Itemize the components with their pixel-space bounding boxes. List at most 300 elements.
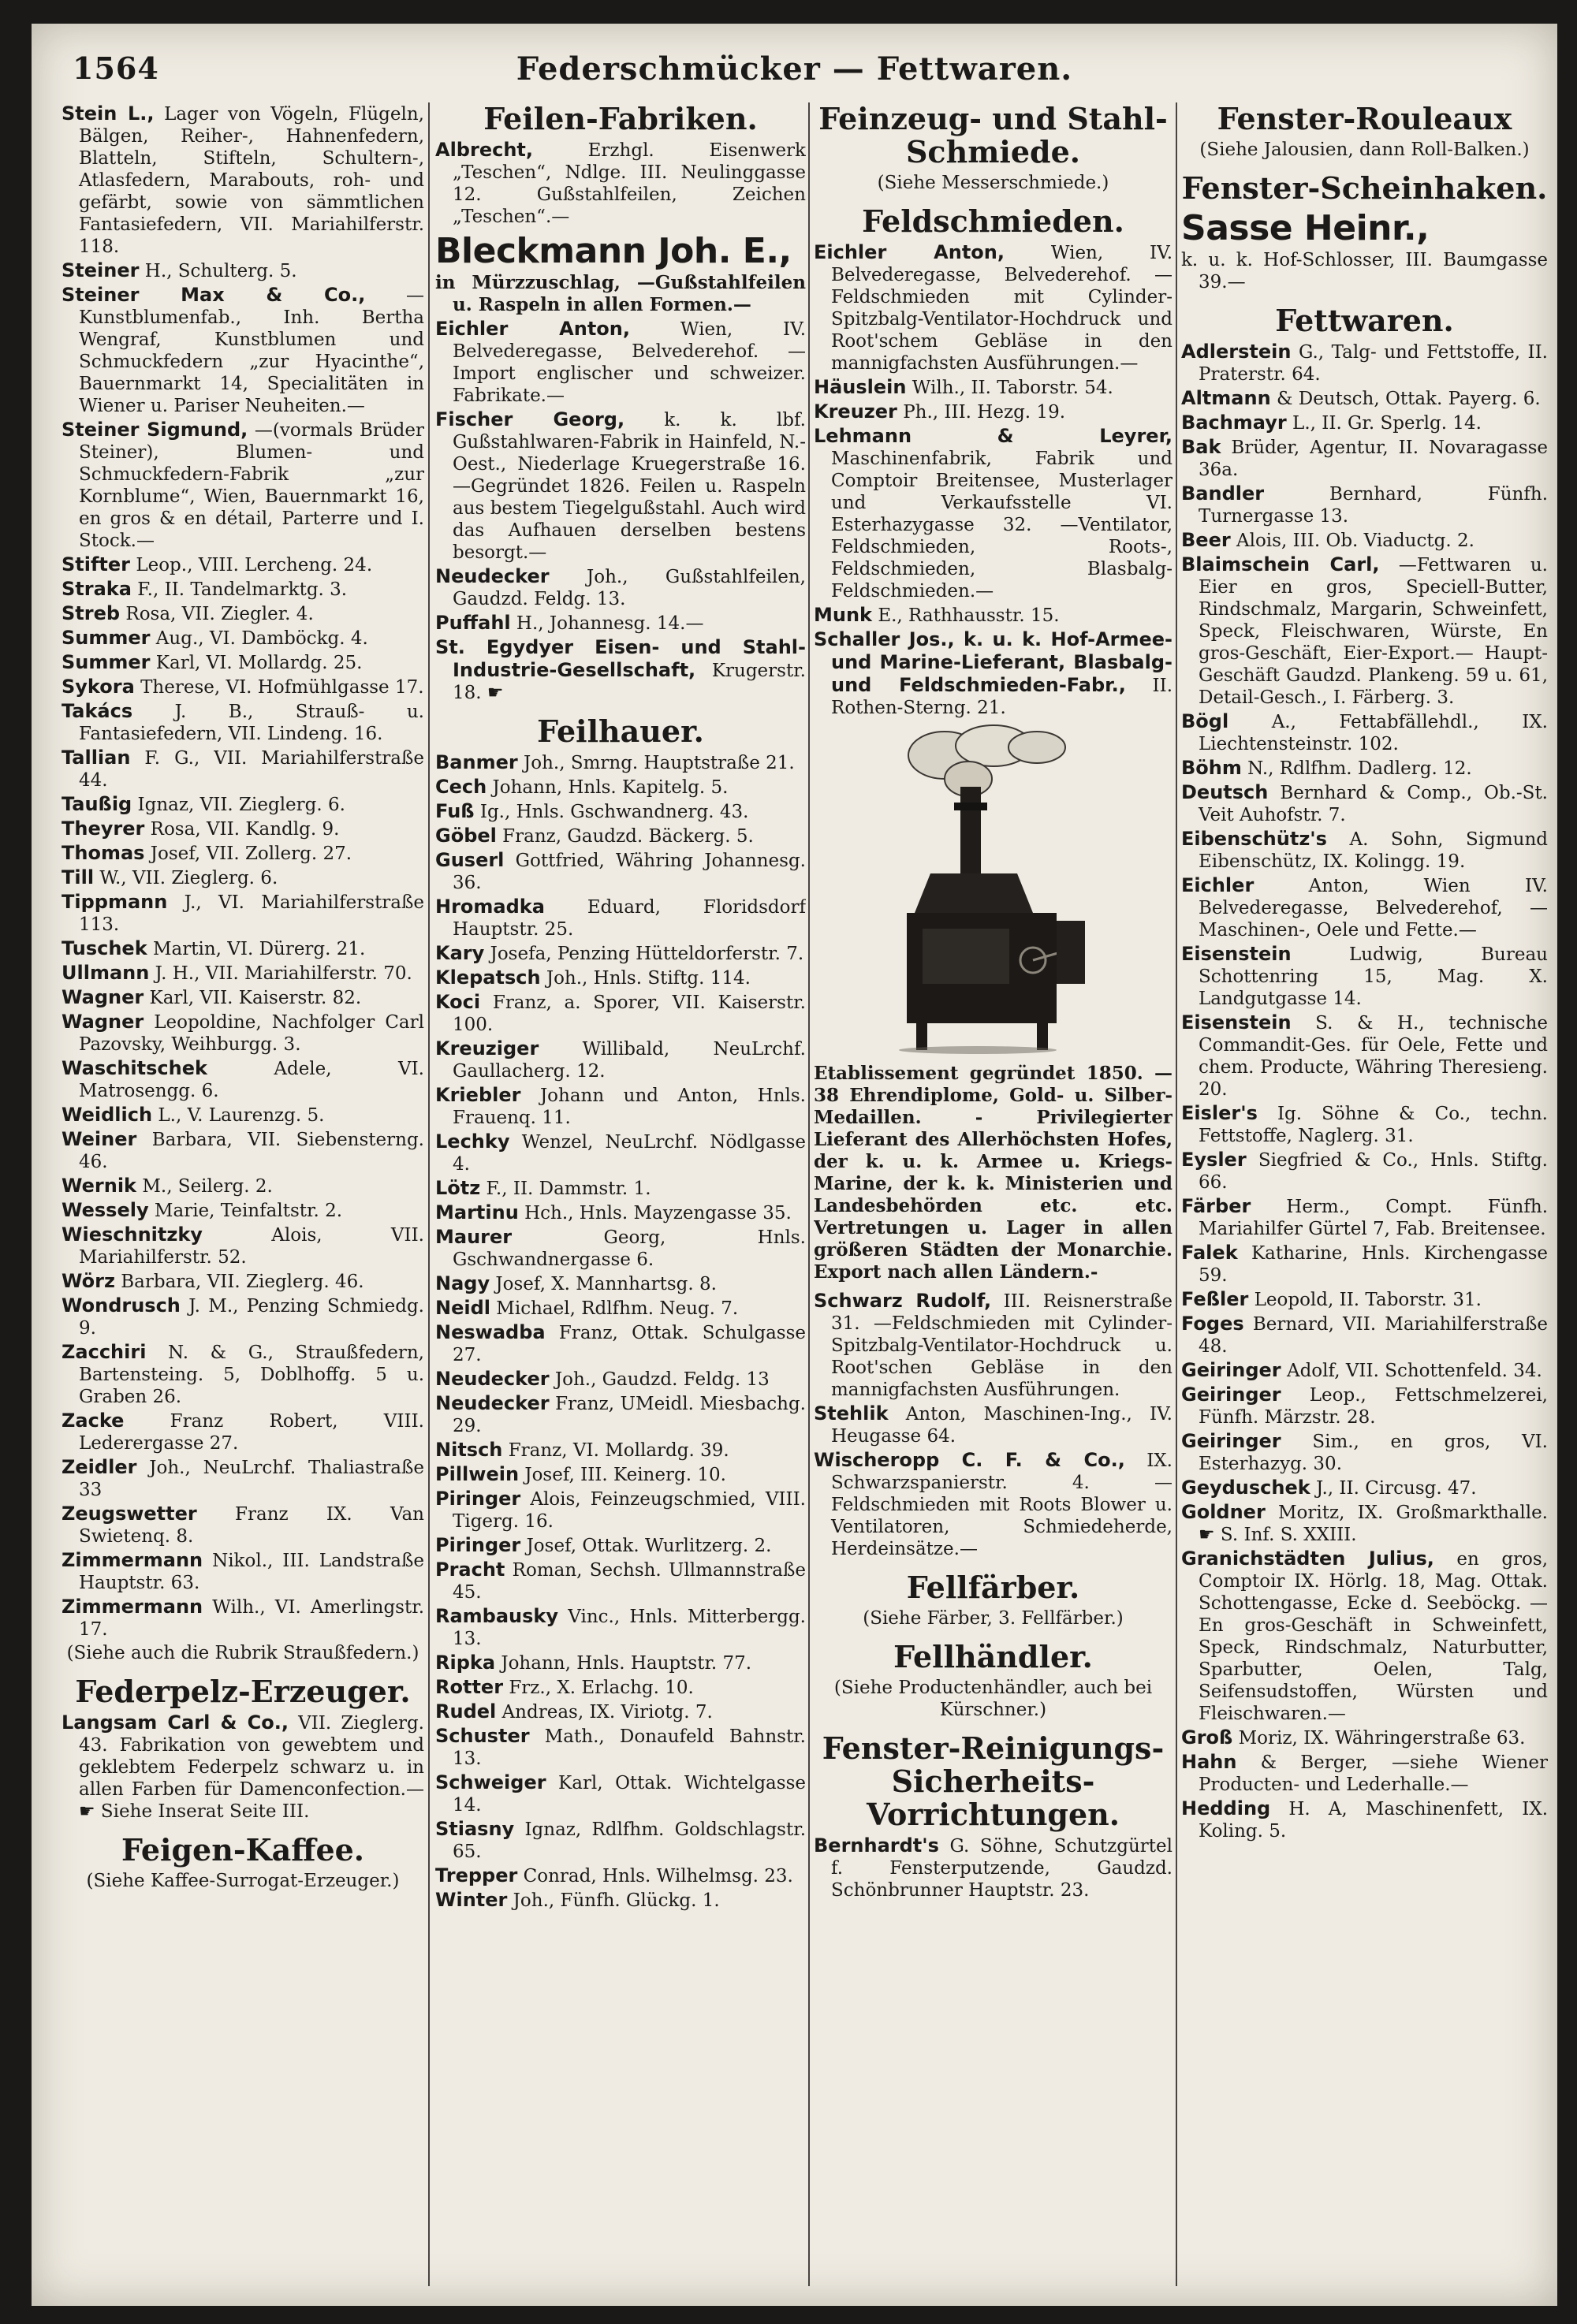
directory-entry [62, 578, 424, 601]
directory-entry [814, 604, 1172, 627]
entry-details: Wilh., II. Taborstr. 54. [906, 378, 1113, 398]
entry-name: Eichler [1181, 874, 1255, 896]
column-1 [62, 102, 424, 2294]
entry-details: Joh., Hnls. Stiftg. 114. [540, 968, 751, 989]
directory-entry [435, 1226, 806, 1271]
section-heading: Fellfärber. [906, 1570, 1080, 1605]
entry-name: Summer [62, 651, 151, 673]
directory-entry [814, 425, 1172, 602]
directory-entry [435, 896, 806, 940]
entry-name: Nitsch [435, 1439, 503, 1461]
directory-entry [1181, 710, 1548, 755]
entry-details: Ignaz, VII. Zieglerg. 6. [132, 795, 345, 815]
entry-details: Barbara, VII. Siebensterng. 46. [79, 1130, 424, 1172]
directory-entry [1181, 341, 1548, 385]
directory-entry [435, 408, 806, 564]
directory-entry [62, 842, 424, 865]
entry-details: Alois, VII. Mariahilferstr. 52. [79, 1225, 424, 1268]
entry-details: Wilh., VI. Amerlingstr. 17. [79, 1597, 424, 1640]
entry-name: Geiringer [1181, 1430, 1281, 1452]
entry-name: Stein L., [62, 102, 155, 125]
entry-name: Lechky [435, 1130, 510, 1153]
directory-entry [62, 602, 424, 625]
entry-details: Josef, VII. Zollerg. 27. [144, 844, 352, 864]
entry-name: Piringer [435, 1488, 521, 1510]
entry-details: Rosa, VII. Ziegler. 4. [120, 604, 314, 624]
entry-name: Eichler Anton, [814, 241, 1005, 263]
directory-entry [62, 1503, 424, 1547]
directory-entry [435, 942, 806, 965]
directory-entry [435, 1488, 806, 1533]
directory-entry [62, 102, 424, 258]
entry-name: Tuschek [62, 937, 147, 959]
entry-name: Göbel [435, 825, 497, 847]
entry-details: G., Talg- und Fettstoffe, II. Praterstr. 64. [1199, 342, 1548, 385]
section-heading: Federpelz-Erzeuger. [75, 1674, 411, 1709]
entry-details: Leop., VIII. Lercheng. 24. [130, 555, 373, 575]
directory-entry [435, 849, 806, 894]
column-rule [428, 102, 430, 2286]
directory-entry [62, 1410, 424, 1454]
directory-entry [435, 636, 806, 704]
entry-name: Geyduschek [1181, 1477, 1310, 1499]
entry-details: III. Reisnerstraße 31. —Feldschmieden mit Cylinder-Spitzbalg-Ventilator-Hochdruck u. Root'schen Gebläse in den mannigfachsten Ausführungen. [831, 1291, 1172, 1400]
directory-entry [435, 1084, 806, 1129]
page-header [32, 24, 1557, 96]
entry-name: Albrecht, [435, 139, 533, 161]
directory-entry [1181, 553, 1548, 709]
directory-entry [435, 1559, 806, 1603]
entry-details: Leop., Fettschmelzerei, Fünfh. Märzstr. 28. [1199, 1385, 1548, 1428]
entry-details: Franz IX. Van Swietenq. 8. [79, 1504, 424, 1547]
entry-details: Joh., Fünfh. Glückg. 1. [507, 1890, 720, 1911]
directory-entry [435, 1864, 806, 1887]
entry-details: Moritz, IX. Großmarkthalle. ☛ S. Inf. S. XXIII. [1199, 1503, 1548, 1545]
entry-details: Brüder, Agentur, II. Novaragasse 36a. [1199, 438, 1548, 480]
entry-details: Roman, Sechsh. Ullmannstraße 45. [453, 1560, 806, 1603]
directory-entry [1181, 412, 1548, 434]
directory-entry [435, 1463, 806, 1486]
directory-entry [62, 419, 424, 552]
column-3 [814, 102, 1172, 2294]
entry-details: Franz, VI. Mollardg. 39. [502, 1440, 729, 1461]
entry-name: Steiner Sigmund, [62, 419, 248, 441]
entry-name: Nagy [435, 1272, 490, 1294]
forge-panel [923, 929, 1009, 984]
directory-entry [435, 1368, 806, 1391]
featured-firm-name: Bleckmann Joh. E., [435, 231, 792, 271]
entry-details: Johann, Hnls. Kapitelg. 5. [487, 777, 729, 798]
directory-entry [435, 1652, 806, 1674]
directory-entry [435, 1321, 806, 1366]
entry-details: Karl, VII. Kaiserstr. 82. [144, 988, 362, 1008]
directory-entry [435, 1818, 806, 1863]
entry-details: Anton, Wien IV. Belvederegasse, Belvederehof, —Maschinen-, Oele und Fette.— [1199, 876, 1548, 940]
entry-name: Koci [435, 991, 481, 1013]
entry-details: II. Rothen-Sterng. 21. [831, 676, 1172, 718]
entry-name: Piringer [435, 1534, 521, 1556]
entry-details: Moriz, IX. Währingerstraße 63. [1232, 1728, 1526, 1749]
entry-details: Nikol., III. Landstraße Hauptstr. 63. [79, 1551, 424, 1593]
entry-list [62, 102, 424, 1641]
entry-name: Neudecker [435, 1392, 550, 1414]
directory-entry [814, 376, 1172, 399]
directory-entry [62, 627, 424, 650]
entry-name: Deutsch [1181, 781, 1269, 803]
directory-entry [1181, 1242, 1548, 1287]
directory-entry [1181, 828, 1548, 873]
entry-name: Wieschnitzky [62, 1223, 203, 1246]
directory-entry [435, 565, 806, 610]
entry-name: Weidlich [62, 1104, 153, 1126]
entry-details: Bernard, VII. Mariahilferstraße 48. [1199, 1314, 1548, 1357]
entry-details: N., Rdlfhm. Dadlerg. 12. [1241, 758, 1472, 779]
section-heading: Feilhauer. [537, 713, 704, 749]
entry-name: Adlerstein [1181, 341, 1292, 363]
entry-name: Bandler [1181, 482, 1265, 505]
entry-details: J. H., VII. Mariahilferstr. 70. [149, 963, 412, 984]
entry-name: Schuster [435, 1725, 530, 1747]
column-2 [435, 102, 806, 2294]
entry-name: Zimmermann [62, 1596, 203, 1618]
directory-entry [62, 259, 424, 282]
directory-entry [435, 318, 806, 407]
entry-details: Ig. Söhne & Co., techn. Fettstoffe, Naglerg. 31. [1199, 1104, 1548, 1146]
entry-name: Puffahl [435, 612, 511, 634]
directory-entry [1181, 943, 1548, 1010]
cross-reference-note: (Siehe Färber, 3. Fellfärber.) [863, 1608, 1124, 1629]
entry-details: Georg, Hnls. Gschwandnergasse 6. [453, 1227, 806, 1270]
entry-list [814, 1290, 1172, 1560]
entry-details: Leopoldine, Nachfolger Carl Pazovsky, Weihburgg. 3. [79, 1012, 424, 1055]
entry-name: Takács [62, 700, 133, 722]
entry-details: Hch., Hnls. Mayzengasse 35. [518, 1203, 792, 1223]
entry-details: H., Schulterg. 5. [139, 261, 297, 281]
entry-details: Ig., Hnls. Gschwandnerg. 43. [474, 802, 749, 822]
directory-entry [62, 1104, 424, 1127]
directory-entry [1181, 874, 1548, 941]
entry-name: Lötz [435, 1177, 481, 1199]
cross-reference-note: (Siehe Messerschmiede.) [877, 173, 1109, 193]
entry-details: H. A, Maschinenfett, IX. Koling. 5. [1199, 1799, 1548, 1842]
entry-details: Franz, a. Sporer, VII. Kaiserstr. 100. [453, 993, 806, 1035]
entry-name: Neswadba [435, 1321, 546, 1343]
section-heading: Feigen-Kaffee. [121, 1832, 365, 1868]
directory-entry [1181, 1102, 1548, 1147]
entry-details: Bernhard & Comp., Ob.-St. Veit Auhofstr. 7. [1199, 783, 1548, 825]
entry-details: Gottfried, Währing Johannesg. 36. [453, 851, 806, 893]
directory-entry [1181, 1797, 1548, 1842]
entry-details: Frz., X. Erlachg. 10. [503, 1678, 694, 1698]
running-head: Federschmücker — Fettwaren. [516, 50, 1073, 88]
directory-entry [814, 1449, 1172, 1560]
entry-name: Munk [814, 604, 873, 626]
entry-details: IX. Schwarzspanierstr. 4. —Feldschmieden mit Roots Blower u. Ventilatoren, Schmiedeherde, Herdeinsätze.— [831, 1451, 1172, 1559]
directory-entry [62, 1199, 424, 1222]
directory-entry [62, 1270, 424, 1293]
entry-name: Bernhardt's [814, 1834, 939, 1857]
directory-entry [1181, 1359, 1548, 1382]
entry-name: Häuslein [814, 376, 907, 398]
entry-name: Stiasny [435, 1818, 515, 1840]
directory-entry [1181, 1384, 1548, 1428]
entry-name: Wondrusch [62, 1294, 181, 1317]
page-number: 1564 [73, 50, 159, 86]
entry-details: Wien, IV. Belvederegasse, Belvederehof. —Import englischer und schweizer. Fabrikate.— [453, 319, 806, 406]
directory-entry [1181, 1477, 1548, 1499]
entry-name: Eysler [1181, 1149, 1247, 1171]
directory-entry [62, 553, 424, 576]
entry-details: Josefa, Penzing Hütteldorferstr. 7. [484, 944, 804, 964]
directory-entry [435, 1037, 806, 1082]
directory-entry [435, 751, 806, 774]
entry-name: Summer [62, 627, 151, 649]
entry-details: Josef, III. Keinerg. 10. [519, 1465, 726, 1485]
entry-details: Krugerstr. 18. ☛ [453, 661, 806, 703]
entry-name: Geiringer [1181, 1359, 1281, 1381]
entry-details: Katharine, Hnls. Kirchengasse 59. [1199, 1243, 1548, 1286]
entry-details: Wenzel, NeuLrchf. Nödlgasse 4. [453, 1132, 806, 1175]
entry-name: Zimmermann [62, 1549, 203, 1571]
entry-details: Martin, VI. Dürerg. 21. [147, 939, 366, 959]
entry-name: Zeugswetter [62, 1503, 197, 1525]
entry-name: Ripka [435, 1652, 496, 1674]
entry-details: Conrad, Hnls. Wilhelmsg. 23. [517, 1866, 793, 1886]
entry-details: Karl, Ottak. Wichtelgasse 14. [453, 1773, 806, 1816]
directory-entry [814, 628, 1172, 719]
entry-name: Weiner [62, 1128, 137, 1150]
field-forge-illustration [875, 724, 1112, 1055]
entry-name: Klepatsch [435, 966, 541, 989]
entry-name: Trepper [435, 1864, 518, 1886]
entry-details: L., V. Laurenzg. 5. [152, 1105, 325, 1126]
directory-entry [435, 991, 806, 1036]
entry-name: Waschitschek [62, 1057, 207, 1079]
entry-details: J., II. Circusg. 47. [1310, 1478, 1477, 1499]
entry-name: St. Egydyer Eisen- und Stahl-Industrie-Gesellschaft, [435, 636, 806, 681]
directory-entry [435, 1272, 806, 1295]
directory-entry [435, 1889, 806, 1912]
entry-name: Straka [62, 578, 132, 600]
directory-entry [435, 1605, 806, 1650]
directory-entry [1181, 1288, 1548, 1311]
entry-name: Zeidler [62, 1456, 137, 1478]
ground-shadow [899, 1046, 1057, 1054]
entry-list [814, 241, 1172, 719]
entry-details: Karl, VI. Mollardg. 25. [150, 653, 363, 673]
forge-leg [916, 1023, 927, 1050]
entry-name: Martinu [435, 1201, 519, 1223]
entry-list [435, 318, 806, 704]
entry-name: Stehlik [814, 1402, 889, 1425]
entry-name: Ullmann [62, 962, 150, 984]
entry-details: Johann, Hnls. Hauptstr. 77. [495, 1653, 752, 1674]
entry-name: Wörz [62, 1270, 115, 1292]
entry-details: Herm., Compt. Fünfh. Mariahilfer Gürtel 7, Fab. Breitensee. [1199, 1197, 1548, 1239]
smoke-cloud [1008, 732, 1065, 763]
entry-name: Wagner [62, 1011, 144, 1033]
entry-name: Falek [1181, 1242, 1238, 1264]
entry-details: L., II. Gr. Sperlg. 14. [1286, 413, 1482, 434]
directory-entry [62, 700, 424, 745]
entry-details: Joh., Smrng. Hauptstraße 21. [517, 753, 795, 773]
entry-details: N. & G., Straußfedern, Bartensteing. 5, Doblhoffg. 5 u. Graben 26. [79, 1343, 424, 1407]
column-rule [1176, 102, 1177, 2286]
entry-name: Schwarz Rudolf, [814, 1290, 992, 1312]
section-heading: Feldschmieden. [862, 203, 1124, 239]
directory-entry [62, 1294, 424, 1339]
entry-name: Stifter [62, 553, 131, 575]
entry-details: en gros, Comptoir IX. Hörlg. 18, Mag. Ottak. Schottengasse, Ecke d. Seeböckg. —En gros-Geschäft in Schweinfett, Speck, Rindschmalz, Naturbutter, Sparbutter, Oelen, Talg, Seifensudstoffen, Würsten und Fleischwaren.— [1199, 1549, 1548, 1724]
entry-details: Adolf, VII. Schottenfeld. 34. [1281, 1361, 1542, 1381]
entry-name: Wernik [62, 1175, 137, 1197]
directory-entry [1181, 1430, 1548, 1475]
directory-entry [1181, 387, 1548, 410]
section-heading: Feinzeug- und Stahl-Schmiede. [818, 102, 1168, 169]
entry-name: Fuß [435, 800, 475, 822]
directory-entry [62, 891, 424, 936]
entry-details: Leopold, II. Taborstr. 31. [1248, 1290, 1482, 1310]
entry-details: Alois, III. Ob. Viaductg. 2. [1230, 531, 1474, 551]
entry-details: Maschinenfabrik, Fabrik und Comptoir Breitensee, Musterlager und Verkaufsstelle VI. Esterhazygasse 32. —Ventilator, Feldschmieden, Roots-, Feldschmieden, Blasbalg-Feldschmieden.— [831, 449, 1172, 601]
entry-details: Joh., NeuLrchf. Thaliastraße 33 [79, 1458, 424, 1500]
directory-entry [62, 1057, 424, 1102]
entry-name: Guserl [435, 849, 505, 871]
entry-name: Maurer [435, 1226, 513, 1248]
entry-name: Neudecker [435, 1368, 550, 1390]
entry-details: F., II. Tandelmarktg. 3. [131, 579, 348, 600]
directory-entry [435, 1130, 806, 1175]
advertisement-text: Etablissement gegründet 1850. — 38 Ehrendiplome, Gold- u. Silber-Medaillen. - Privilegierter Lieferant des Allerhöchsten Hofes, der k. u. k. Armee u. Kriegs-Marine, der k. k. Ministerien und Landesbehörden etc. etc. Vertretungen u. Lager in allen größeren Städten der Monarchie. Export nach allen Ländern.- [814, 1063, 1172, 1283]
directory-entry [435, 966, 806, 989]
entry-details: J. M., Penzing Schmiedg. 9. [79, 1296, 424, 1339]
entry-details: Ludwig, Bureau Schottenring 15, Mag. X. Landgutgasse 14. [1199, 944, 1548, 1009]
entry-details: Willibald, NeuLrchf. Gaullacherg. 12. [453, 1039, 806, 1082]
entry-details: Alois, Feinzeugschmied, VIII. Tigerg. 16. [453, 1489, 806, 1532]
entry-details: Vinc., Hnls. Mitterbergg. 13. [453, 1607, 806, 1649]
entry-details: Josef, X. Mannhartsg. 8. [490, 1274, 717, 1294]
entry-name: Hedding [1181, 1797, 1271, 1819]
entry-details: —Fettwaren u. Eier en gros, Speciell-Butter, Rindschmalz, Margarin, Schweinfett, Speck, Fleischwaren, Würste, En gros-Geschäft, Eier-Export.— Haupt-Geschäft Gaudzd. Plankeng. 59 u. 61, Detail-Gesch., I. Färberg. 3. [1199, 555, 1548, 708]
entry-name: Streb [62, 602, 121, 624]
entry-list [435, 139, 806, 228]
cross-reference-note: (Siehe Productenhändler, auch bei Kürschner.) [833, 1678, 1153, 1720]
directory-entry [1181, 1547, 1548, 1725]
entry-details: Math., Donaufeld Bahnstr. 13. [453, 1726, 806, 1769]
entry-details: Michael, Rdlfhm. Neug. 7. [490, 1298, 739, 1319]
entry-details: F. G., VII. Mariahilferstraße 44. [79, 748, 424, 791]
entry-name: Pracht [435, 1559, 505, 1581]
entry-name: Eisenstein [1181, 943, 1292, 965]
directory-entry [435, 1771, 806, 1816]
entry-details: Erzhgl. Eisenwerk „Teschen“, Ndlge. III. Neulinggasse 12. Gußstahlfeilen, Zeichen „Teschen“.— [453, 140, 806, 227]
section-heading: Fettwaren. [1275, 303, 1454, 338]
entry-details: Joh., Gaudzd. Feldg. 13 [549, 1369, 770, 1390]
entry-name: Neudecker [435, 565, 550, 587]
directory-entry [435, 1534, 806, 1557]
entry-name: Eisenstein [1181, 1011, 1292, 1034]
entry-name: Schweiger [435, 1771, 546, 1793]
entry-details: Wien, IV. Belvederegasse, Belvederehof. —Feldschmieden mit Cylinder-Spitzbalg-Ventilator-Hochdruck und Root'schem Gebläse in den mannigfachsten Ausführungen.— [831, 243, 1172, 374]
directory-entry [62, 1711, 424, 1823]
entry-name: Tippmann [62, 891, 168, 913]
entry-details: VII. Zieglerg. 43. Fabrikation von gewebtem und geklebtem Federpelz schwarz u. in allen Farben für Damenconfection.— ☛ Siehe Inserat Seite III. [79, 1713, 424, 1822]
entry-name: Taußig [62, 793, 132, 815]
entry-name: Tallian [62, 747, 131, 769]
entry-name: Foges [1181, 1313, 1244, 1335]
entry-details: W., VII. Zieglerg. 6. [94, 868, 278, 888]
entry-details: J. B., Strauß- u. Fantasiefedern, VII. Lindeng. 16. [79, 702, 424, 744]
cross-reference-note: (Siehe Kaffee-Surrogat-Erzeuger.) [86, 1871, 400, 1891]
entry-name: Groß [1181, 1726, 1233, 1749]
entry-details: Johann und Anton, Hnls. Frauenq. 11. [453, 1086, 806, 1128]
entry-name: Steiner Max & Co., [62, 284, 366, 306]
directory-entry [1181, 781, 1548, 826]
entry-details: Eduard, Floridsdorf Hauptstr. 25. [453, 897, 806, 940]
cross-reference-note: (Siehe Jalousien, dann Roll-Balken.) [1199, 140, 1530, 160]
directory-entry [814, 1834, 1172, 1901]
entry-name: Langsam Carl & Co., [62, 1711, 289, 1734]
entry-details: Adele, VI. Matrosengg. 6. [79, 1059, 424, 1101]
entry-name: Cech [435, 776, 487, 798]
directory-entry [814, 241, 1172, 374]
directory-entry [62, 937, 424, 960]
entry-name: Bögl [1181, 710, 1229, 732]
entry-name: Wischeropp C. F. & Co., [814, 1449, 1125, 1471]
entry-name: Zacchiri [62, 1341, 147, 1363]
entry-details: G. Söhne, Schutzgürtel f. Fensterputzende, Gaudzd. Schönbrunner Hauptstr. 23. [831, 1836, 1172, 1901]
entry-list [1181, 341, 1548, 1842]
directory-entry [814, 1402, 1172, 1447]
entry-list [435, 751, 806, 1912]
directory-entry [62, 1456, 424, 1501]
directory-entry [435, 825, 806, 847]
entry-name: Rudel [435, 1700, 497, 1723]
directory-entry [814, 400, 1172, 423]
entry-details: M., Seilerg. 2. [136, 1176, 273, 1197]
directory-entry [435, 1297, 806, 1320]
directory-entry [1181, 1501, 1548, 1546]
section-heading: Fenster-Reinigungs-Sicherheits-Vorrichtungen. [822, 1730, 1165, 1832]
featured-firm-name: Sasse Heinr., [1181, 208, 1430, 248]
directory-entry [1181, 436, 1548, 481]
directory-entry [62, 962, 424, 985]
entry-name: Kary [435, 942, 485, 964]
directory-entry [62, 651, 424, 674]
entry-details: Bernhard, Fünfh. Turnergasse 13. [1199, 484, 1548, 527]
section-heading: Fellhändler. [893, 1639, 1093, 1674]
entry-details: H., Johannesg. 14.— [510, 613, 704, 634]
directory-entry [62, 1549, 424, 1594]
section-heading: Fenster-Rouleaux [1217, 102, 1512, 136]
directory-entry [435, 1392, 806, 1437]
cross-reference-note: (Siehe auch die Rubrik Straußfedern.) [66, 1643, 419, 1663]
entry-details: Barbara, VII. Zieglerg. 46. [114, 1272, 364, 1292]
entry-name: Zacke [62, 1410, 125, 1432]
entry-name: Eisler's [1181, 1102, 1258, 1124]
forge-leg [1037, 1023, 1048, 1050]
directory-entry [435, 1177, 806, 1200]
directory-entry [62, 866, 424, 889]
entry-name: Goldner [1181, 1501, 1266, 1523]
entry-name: Till [62, 866, 95, 888]
entry-name: Bachmayr [1181, 412, 1287, 434]
entry-details: Marie, Teinfaltstr. 2. [148, 1201, 343, 1221]
entry-details: Aug., VI. Damböckg. 4. [150, 628, 368, 649]
column-rule [808, 102, 810, 2286]
directory-entry [435, 1676, 806, 1699]
entry-list [62, 1711, 424, 1823]
